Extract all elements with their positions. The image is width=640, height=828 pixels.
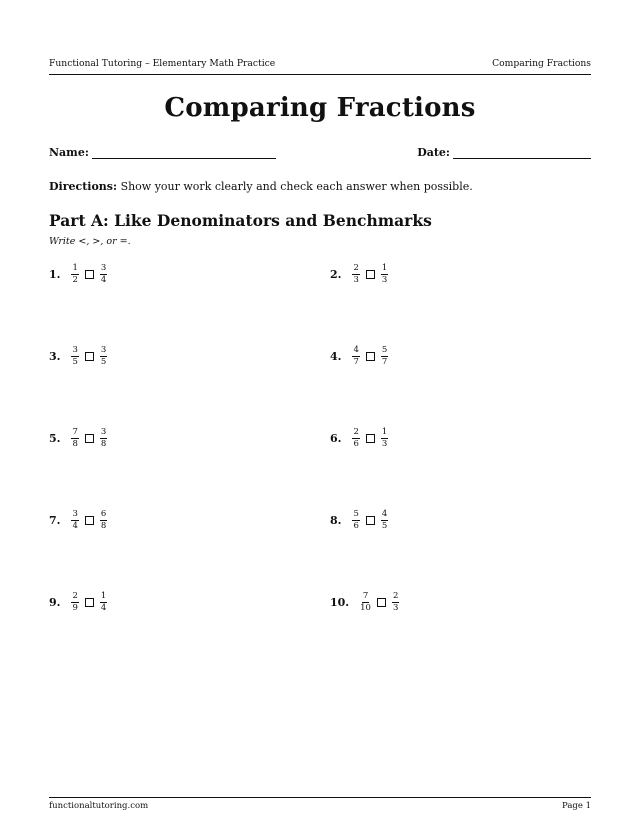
problem-number: 2. <box>330 267 342 281</box>
numerator: 2 <box>353 263 359 273</box>
fraction-left <box>70 510 79 530</box>
problem-number: 1. <box>49 267 61 281</box>
problem-item <box>49 260 108 288</box>
fraction-right <box>380 428 389 448</box>
fraction-right <box>99 428 108 448</box>
fraction-left <box>70 592 79 612</box>
answer-box[interactable] <box>366 352 375 361</box>
denominator: 2 <box>72 274 78 285</box>
fraction-right <box>99 346 108 366</box>
numerator: 1 <box>72 263 78 273</box>
answer-box[interactable] <box>85 434 94 443</box>
name-date-row <box>49 146 591 162</box>
directions <box>49 180 591 193</box>
fraction-left <box>70 346 79 366</box>
header-left-text: Functional Tutoring – Elementary Math Practice <box>49 58 276 69</box>
denominator: 10 <box>360 602 371 613</box>
header-right-text: Comparing Fractions <box>492 58 591 69</box>
fraction-left <box>351 346 360 366</box>
problem-item <box>49 342 108 370</box>
denominator: 9 <box>72 602 78 613</box>
page-header <box>49 58 591 75</box>
problem-item <box>330 424 389 452</box>
numerator: 2 <box>72 591 78 601</box>
problem-number: 5. <box>49 431 61 445</box>
date-blank-line[interactable] <box>453 147 591 159</box>
answer-box[interactable] <box>85 516 94 525</box>
denominator: 3 <box>353 274 359 285</box>
numerator: 5 <box>381 345 388 355</box>
directions-text: Show your work clearly and check each answer when possible. <box>120 180 473 193</box>
numerator: 1 <box>381 427 388 437</box>
name-label: Name: <box>49 146 89 159</box>
numerator: 5 <box>353 509 359 519</box>
answer-box[interactable] <box>85 352 94 361</box>
date-label: Date: <box>417 146 450 159</box>
answer-box[interactable] <box>377 598 386 607</box>
numerator: 3 <box>72 345 78 355</box>
problem-item <box>49 588 108 616</box>
denominator: 5 <box>72 356 78 367</box>
problem-number: 4. <box>330 349 342 363</box>
problem-item <box>330 260 389 288</box>
fraction-left <box>351 264 360 284</box>
footer-website: functionaltutoring.com <box>49 801 149 811</box>
name-blank-line[interactable] <box>92 147 276 159</box>
fraction-left <box>70 428 79 448</box>
problem-number: 9. <box>49 595 61 609</box>
denominator: 4 <box>72 520 78 531</box>
fraction-right <box>380 264 389 284</box>
fraction-left <box>70 264 79 284</box>
problem-item <box>330 506 389 534</box>
numerator: 3 <box>100 345 107 355</box>
fraction-right <box>99 510 108 530</box>
fraction-right <box>99 264 108 284</box>
problem-number: 3. <box>49 349 61 363</box>
problem-item <box>330 588 400 616</box>
denominator: 7 <box>381 356 388 367</box>
problem-number: 7. <box>49 513 61 527</box>
denominator: 8 <box>100 520 107 531</box>
denominator: 3 <box>381 274 388 285</box>
footer-page-number: Page 1 <box>562 801 591 811</box>
denominator: 6 <box>353 438 359 449</box>
fraction-left <box>359 592 372 612</box>
problem-item <box>49 506 108 534</box>
numerator: 2 <box>392 591 399 601</box>
fraction-left <box>351 510 360 530</box>
page-title: Comparing Fractions <box>164 93 476 123</box>
fraction-right <box>391 592 400 612</box>
section-title: Part A: Like Denominators and Benchmarks <box>49 211 432 230</box>
denominator: 4 <box>100 274 107 285</box>
answer-box[interactable] <box>85 270 94 279</box>
denominator: 6 <box>353 520 359 531</box>
problem-number: 10. <box>330 595 350 609</box>
answer-box[interactable] <box>366 434 375 443</box>
date-field-group <box>417 146 591 159</box>
denominator: 8 <box>72 438 78 449</box>
denominator: 5 <box>381 520 388 531</box>
numerator: 2 <box>353 427 359 437</box>
page-footer <box>49 797 591 811</box>
answer-box[interactable] <box>366 516 375 525</box>
problem-number: 6. <box>330 431 342 445</box>
denominator: 3 <box>381 438 388 449</box>
directions-label: Directions: <box>49 180 118 193</box>
problem-number: 8. <box>330 513 342 527</box>
numerator: 3 <box>72 509 78 519</box>
section-instruction: Write <, >, or =. <box>49 236 131 247</box>
numerator: 4 <box>381 509 388 519</box>
numerator: 1 <box>381 263 388 273</box>
numerator: 3 <box>100 427 107 437</box>
numerator: 6 <box>100 509 107 519</box>
denominator: 5 <box>100 356 107 367</box>
problem-item <box>49 424 108 452</box>
denominator: 3 <box>392 602 399 613</box>
numerator: 4 <box>353 345 359 355</box>
problem-item <box>330 342 389 370</box>
name-field-group <box>49 146 276 159</box>
denominator: 4 <box>100 602 107 613</box>
answer-box[interactable] <box>366 270 375 279</box>
fraction-right <box>380 346 389 366</box>
denominator: 7 <box>353 356 359 367</box>
numerator: 7 <box>362 591 369 601</box>
answer-box[interactable] <box>85 598 94 607</box>
fraction-right <box>380 510 389 530</box>
fraction-left <box>351 428 360 448</box>
numerator: 1 <box>100 591 107 601</box>
numerator: 7 <box>72 427 78 437</box>
denominator: 8 <box>100 438 107 449</box>
numerator: 3 <box>100 263 107 273</box>
fraction-right <box>99 592 108 612</box>
